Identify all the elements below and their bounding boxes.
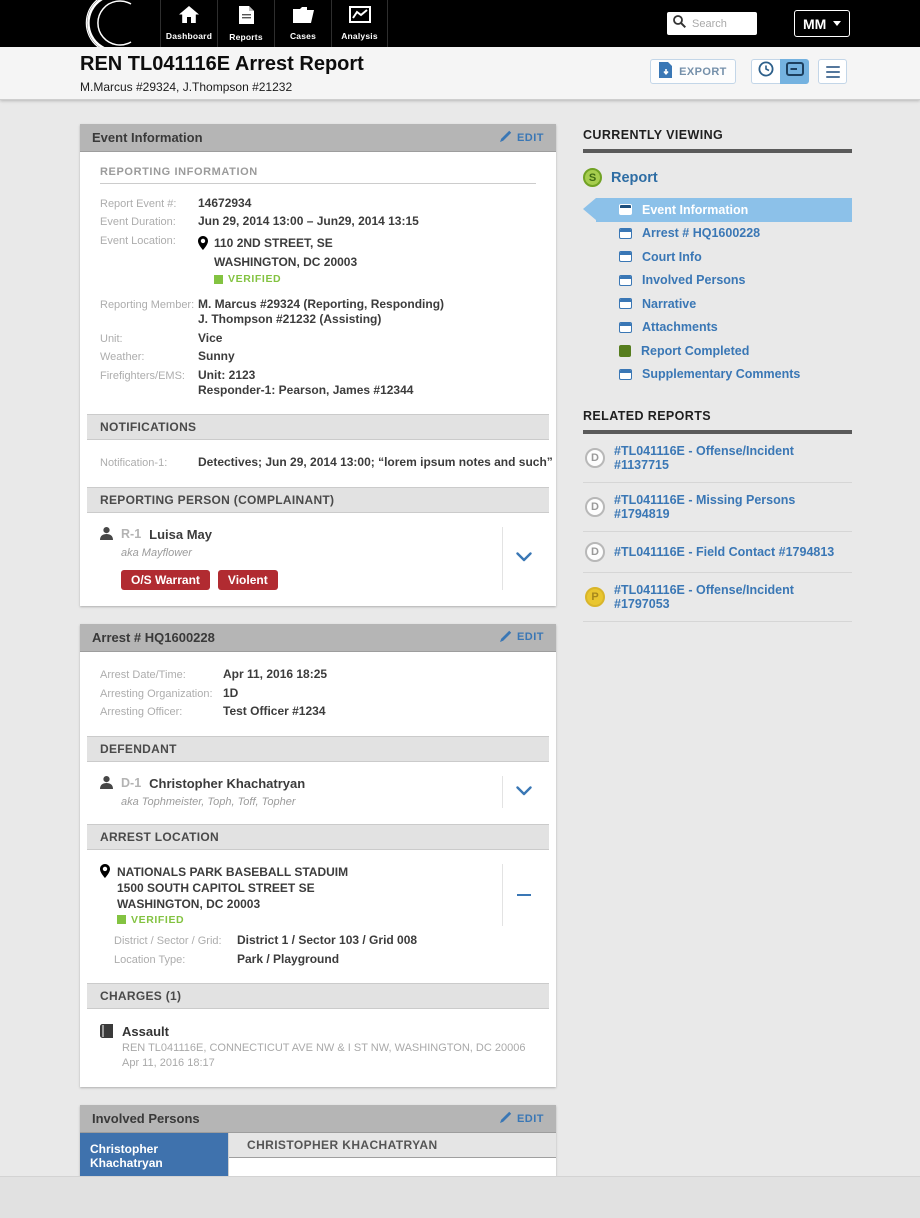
person-prefix: D-1	[121, 775, 142, 790]
footer-band	[0, 1176, 920, 1218]
draft-status-badge: D	[585, 448, 605, 468]
event-location-row: Event Location: 110 2ND STREET, SE WASHINGTON, DC 20003 VERIFIED	[100, 231, 556, 289]
arresting-officer-row: Arresting Officer: Test Officer #1234	[100, 704, 326, 718]
reporting-information-subheader: REPORTING INFORMATION	[100, 166, 536, 184]
notification-row: Notification-1: Detectives; Jun 29, 2014 13:00; “lorem ipsum notes and such”	[100, 455, 553, 469]
primary-nav	[160, 0, 388, 47]
nav-item-dashboard[interactable]	[160, 0, 217, 47]
panel-icon	[619, 298, 632, 309]
related-report-link[interactable]: P #TL041116E - Offense/Incident #1797053	[583, 573, 852, 622]
panel-icon	[619, 251, 632, 262]
charge-item	[80, 1009, 556, 1087]
arrest-location-line1: NATIONALS PARK BASEBALL STADUIM	[117, 864, 349, 879]
notifications-section-header: NOTIFICATIONS	[87, 414, 549, 440]
sidebar-item-attachments[interactable]: Attachments	[596, 316, 852, 340]
defendant-section-header: DEFENDANT	[87, 736, 549, 762]
main-column	[80, 124, 556, 1182]
sidebar-item-involved-persons[interactable]: Involved Persons	[596, 269, 852, 293]
related-report-link[interactable]: D #TL041116E - Field Contact #1794813	[583, 532, 852, 573]
hamburger-menu-button[interactable]	[818, 59, 847, 84]
global-search	[667, 12, 757, 35]
draft-status-badge: D	[585, 497, 605, 517]
chart-icon	[349, 6, 371, 28]
nav-item-analysis[interactable]	[331, 0, 388, 47]
panel-title: Involved Persons	[92, 1111, 200, 1126]
view-toggle-group	[751, 59, 809, 84]
person-icon	[100, 527, 113, 545]
currently-viewing-title: CURRENTLY VIEWING	[583, 128, 724, 142]
charge-name: Assault	[122, 1024, 169, 1039]
sidebar-item-narrative[interactable]: Narrative	[596, 292, 852, 316]
report-status-badge: S	[583, 168, 602, 187]
history-view-button[interactable]	[751, 59, 780, 84]
firefighters-row: Firefighters/EMS: Unit: 2123 Responder-1: Pearson, James #12344	[100, 367, 414, 397]
home-icon	[179, 6, 199, 28]
arrest-location-card	[80, 850, 556, 932]
district-row: District / Sector / Grid: District 1 / Sector 103 / Grid 008	[114, 933, 418, 947]
sidebar-item-court-info[interactable]: Court Info	[596, 245, 852, 269]
nav-item-cases[interactable]	[274, 0, 331, 47]
panel-view-button[interactable]	[780, 59, 809, 84]
top-bar	[0, 0, 920, 47]
map-pin-icon	[198, 236, 208, 255]
event-panel-header	[80, 124, 556, 152]
verified-badge: VERIFIED	[117, 914, 494, 926]
unit-row: Unit: Vice	[100, 330, 223, 345]
sidebar	[583, 128, 852, 622]
person-aka: aka Mayflower	[121, 546, 192, 559]
panel-title: Event Information	[92, 130, 203, 145]
search-input[interactable]	[690, 17, 751, 31]
arrest-panel	[80, 624, 556, 1088]
completed-square-icon	[619, 345, 631, 357]
page-title: REN TL041116E Arrest Report	[80, 53, 364, 75]
involved-persons-panel	[80, 1105, 556, 1182]
pending-status-badge: P	[585, 587, 605, 607]
user-menu-button[interactable]	[794, 10, 850, 37]
arrest-datetime-row: Arrest Date/Time: Apr 11, 2016 18:25	[100, 667, 328, 681]
document-icon	[239, 6, 254, 29]
expand-defendant-button[interactable]	[502, 776, 544, 808]
nav-label: Dashboard	[165, 31, 213, 41]
draft-status-badge: D	[585, 542, 605, 562]
collapse-location-button[interactable]	[502, 864, 544, 926]
app-logo-icon[interactable]	[74, 0, 146, 47]
export-document-icon	[659, 62, 673, 81]
book-icon	[100, 1024, 113, 1069]
charges-section-header: CHARGES (1)	[87, 983, 549, 1009]
arresting-org-row: Arresting Organization: 1D	[100, 685, 239, 700]
panel-icon	[619, 275, 632, 286]
chevron-down-icon	[833, 21, 841, 26]
content-area	[0, 100, 920, 1182]
panel-icon	[619, 204, 632, 215]
sidebar-item-report-completed[interactable]: Report Completed	[596, 339, 852, 363]
pencil-icon	[500, 630, 512, 645]
verified-square-icon	[214, 275, 223, 284]
charge-datetime: Apr 11, 2016 18:17	[122, 1057, 215, 1069]
event-location-line1: 110 2ND STREET, SE	[214, 235, 333, 250]
arrest-location-line3: WASHINGTON, DC 20003	[117, 896, 261, 911]
reading-pane-icon	[786, 62, 804, 81]
reporting-person-section-header: REPORTING PERSON (COMPLAINANT)	[87, 487, 549, 513]
charge-address: REN TL041116E, CONNECTICUT AVE NW & I ST NW, WASHINGTON, DC 20006	[122, 1042, 526, 1054]
defendant-card	[80, 762, 556, 824]
person-prefix: R-1	[121, 526, 142, 541]
person-aka: aka Tophmeister, Toph, Toff, Topher	[121, 795, 296, 808]
chevron-down-icon	[516, 783, 532, 801]
report-event-row: Report Event #: 14672934	[100, 195, 252, 210]
nav-label: Reports	[229, 31, 263, 42]
divider	[583, 149, 852, 153]
pencil-icon	[500, 130, 512, 145]
person-icon	[100, 776, 113, 794]
report-root-item[interactable]: S Report	[583, 168, 852, 187]
person-name: Luisa May	[149, 526, 213, 542]
person-name: Christopher Khachatryan	[149, 775, 306, 791]
violent-badge: Violent	[218, 570, 278, 590]
weather-row: Weather: Sunny	[100, 349, 235, 363]
user-initials: MM	[803, 15, 827, 32]
event-duration-row: Event Duration: Jun 29, 2014 13:00 – Jun29, 2014 13:15	[100, 214, 419, 228]
sidebar-item-arrest[interactable]: Arrest # HQ1600228	[596, 222, 852, 246]
nav-label: Cases	[289, 30, 317, 41]
pencil-icon	[500, 1111, 512, 1126]
verified-badge: VERIFIED	[214, 272, 357, 288]
event-information-panel	[80, 124, 556, 606]
panel-icon	[619, 228, 632, 239]
event-location-line2: WASHINGTON, DC 20003	[214, 255, 358, 269]
reporting-member-row: Reporting Member: M. Marcus #29324 (Reporting, Responding) J. Thompson #21232 (Assisting)	[100, 296, 445, 326]
folder-icon	[293, 7, 314, 28]
edit-event-button[interactable]: EDIT	[500, 130, 544, 145]
sidebar-item-supplementary-comments[interactable]: Supplementary Comments	[596, 363, 852, 387]
search-icon	[673, 15, 686, 33]
reporting-person-card	[80, 513, 556, 606]
panel-icon	[619, 369, 632, 380]
sidebar-item-event-information[interactable]: Event Information	[596, 198, 852, 222]
involved-person-tab[interactable]: Christopher Khachatryan	[80, 1133, 228, 1179]
clock-icon	[758, 61, 774, 82]
minus-icon	[517, 894, 531, 896]
nav-label: Analysis	[341, 31, 378, 41]
arrest-location-line2: 1500 SOUTH CAPITOL STREET SE	[117, 880, 315, 895]
edit-involved-button[interactable]: EDIT	[500, 1111, 544, 1126]
nav-item-reports[interactable]	[217, 0, 274, 47]
chevron-down-icon	[516, 549, 532, 567]
arrest-panel-header	[80, 624, 556, 652]
related-report-link[interactable]: D #TL041116E - Missing Persons #1794819	[583, 483, 852, 532]
involved-person-header: CHRISTOPHER KHACHATRYAN	[229, 1133, 556, 1158]
warrant-badge: O/S Warrant	[121, 570, 210, 590]
export-button[interactable]	[650, 59, 736, 84]
related-report-link[interactable]: D #TL041116E - Offense/Incident #1137715	[583, 434, 852, 483]
person-flags	[121, 570, 494, 590]
hamburger-icon	[826, 66, 840, 68]
export-label: EXPORT	[679, 65, 727, 78]
location-type-row: Location Type: Park / Playground	[114, 951, 340, 966]
page-header	[0, 47, 920, 100]
expand-person-button[interactable]	[502, 527, 544, 590]
map-pin-icon	[100, 864, 110, 883]
panel-icon	[619, 322, 632, 333]
panel-title: Arrest # HQ1600228	[92, 629, 215, 645]
arrest-location-section-header: ARREST LOCATION	[87, 824, 549, 850]
edit-arrest-button[interactable]: EDIT	[500, 630, 544, 645]
related-reports-title: RELATED REPORTS	[583, 409, 711, 423]
involved-panel-header	[80, 1105, 556, 1133]
report-section-nav	[583, 198, 852, 386]
verified-square-icon	[117, 915, 126, 924]
page-subtitle: M.Marcus #29324, J.Thompson #21232	[80, 80, 293, 94]
